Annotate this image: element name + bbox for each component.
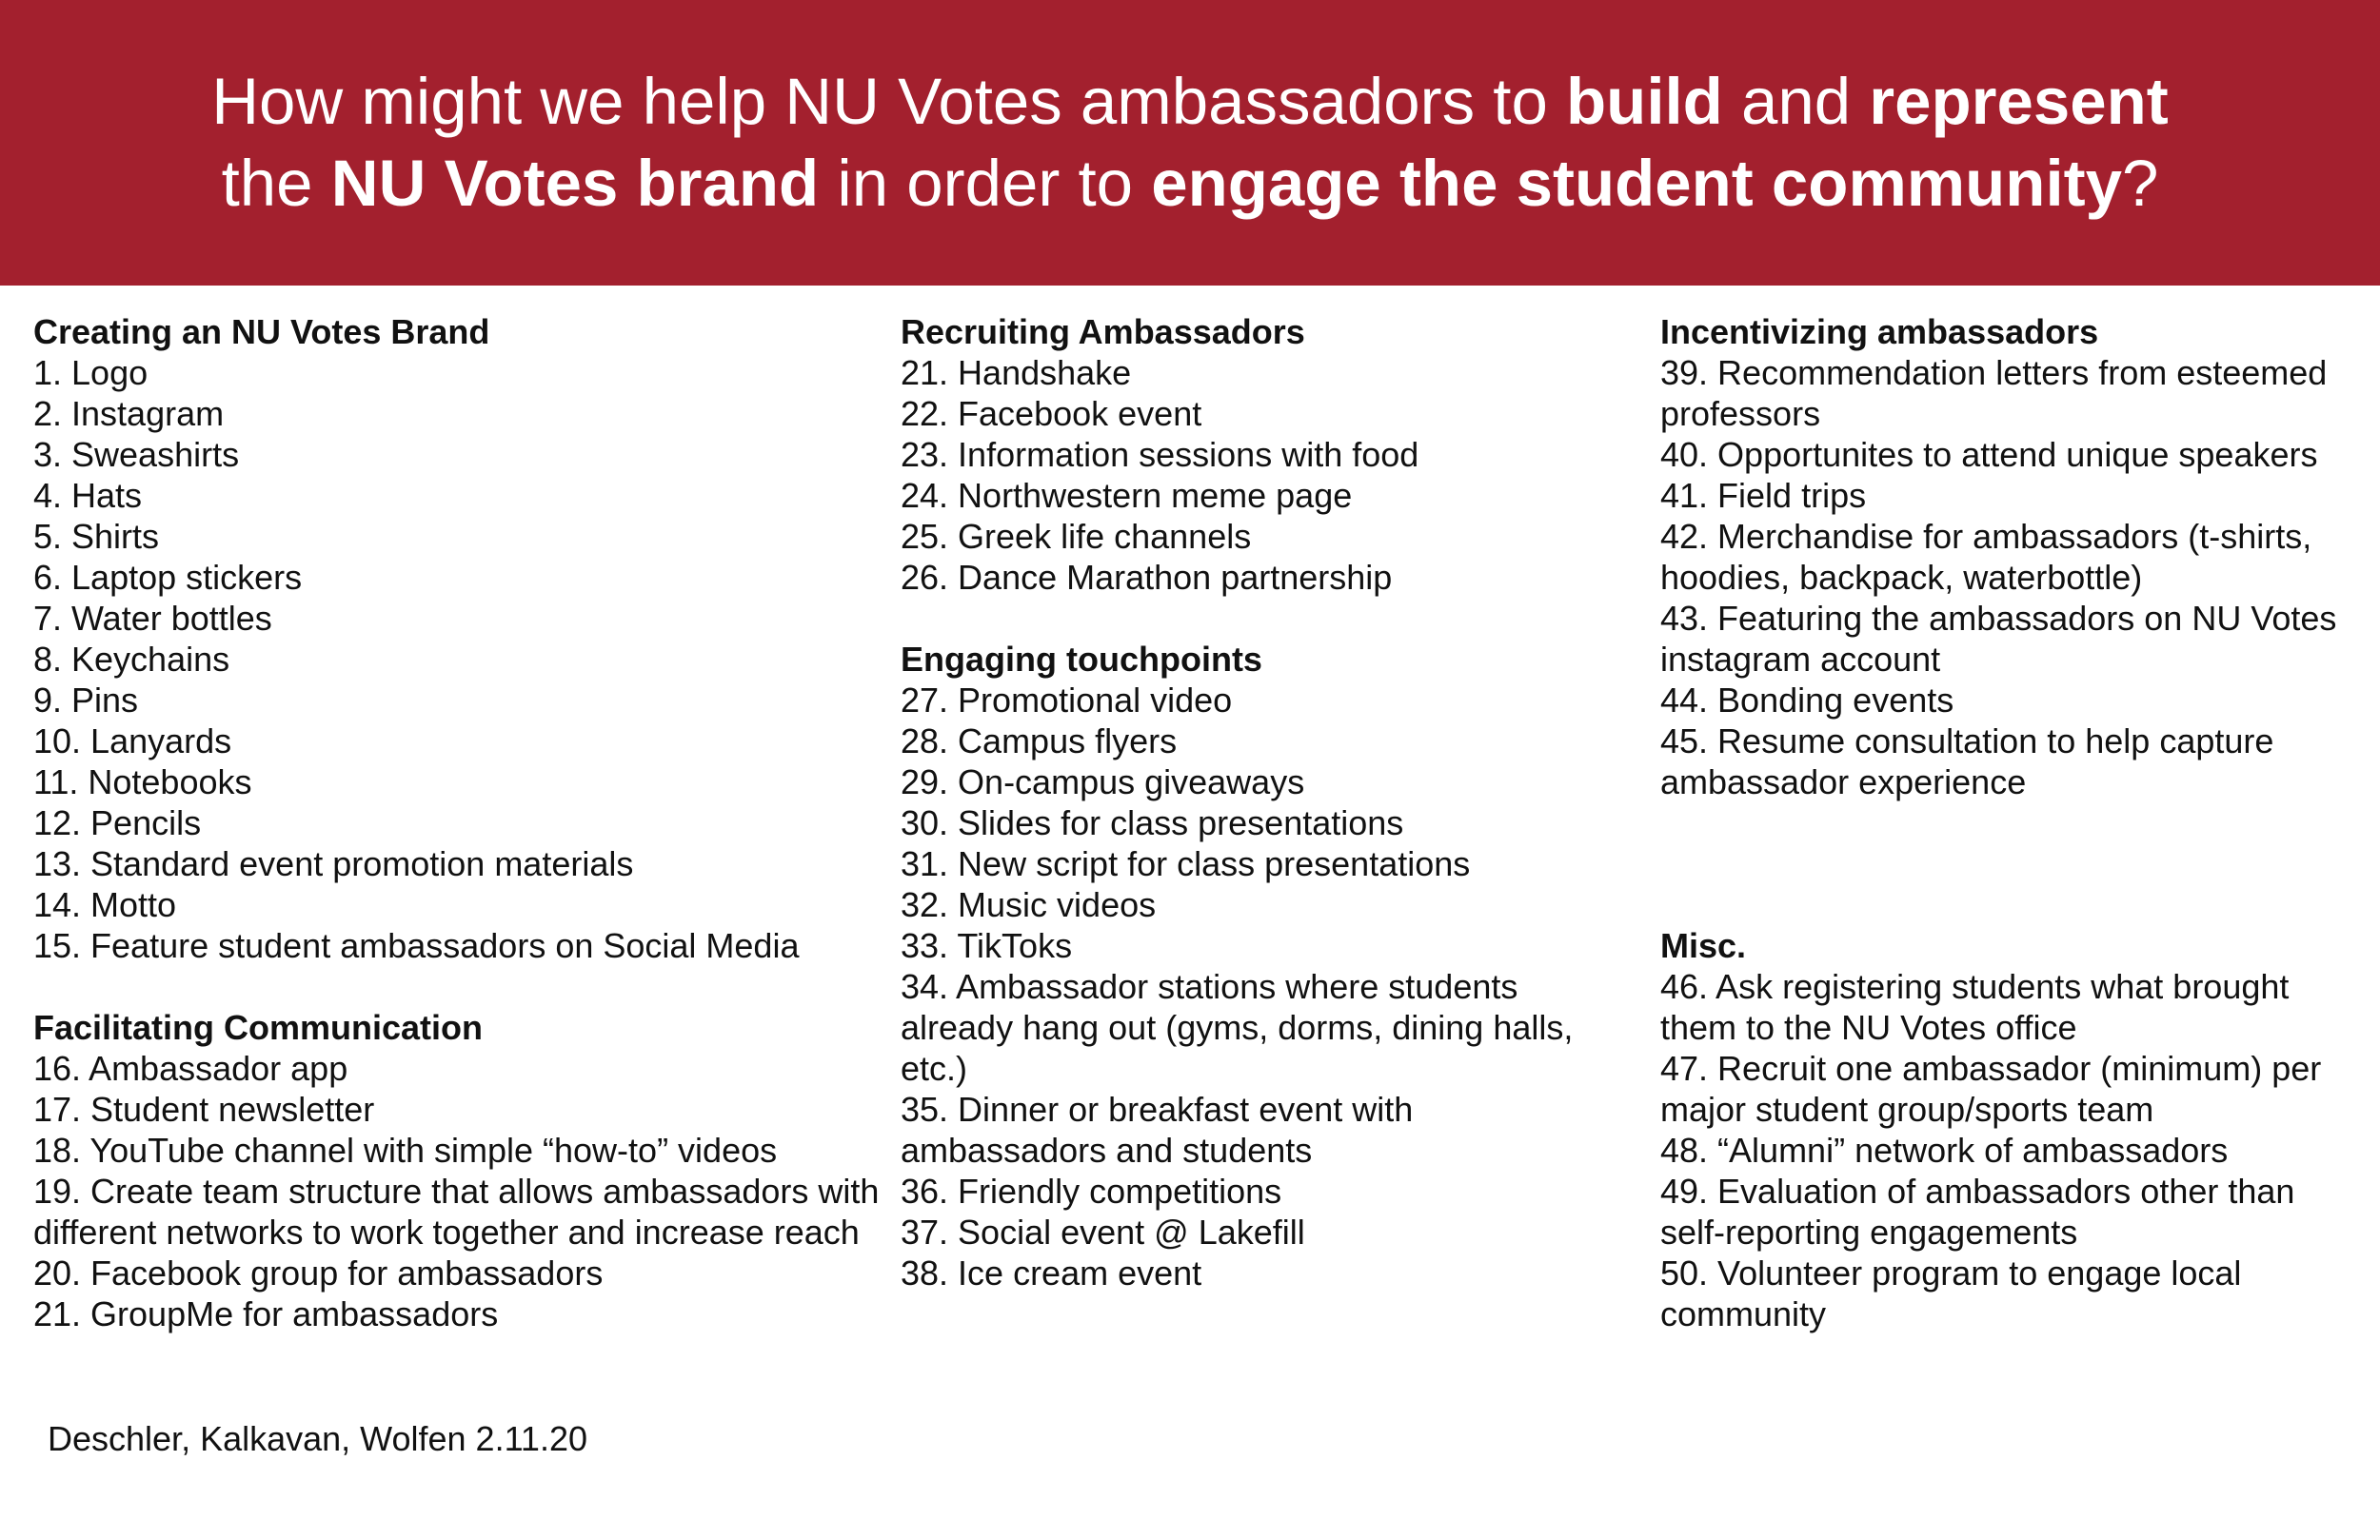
idea-item: 32. Music videos bbox=[901, 885, 1157, 924]
idea-item: 23. Information sessions with food bbox=[901, 435, 1419, 474]
idea-item: 34. Ambassador stations where students already hang out (gyms, dorms, dining halls, etc.) bbox=[901, 967, 1574, 1088]
idea-list bbox=[901, 680, 1624, 1293]
column-right bbox=[1660, 311, 2365, 1334]
idea-item: 43. Featuring the ambassadors on NU Votes instagram account bbox=[1660, 599, 2337, 679]
idea-item: 38. Ice cream event bbox=[901, 1254, 1202, 1293]
idea-item: 42. Merchandise for ambassadors (t-shirts, hoodies, backpack, waterbottle) bbox=[1660, 517, 2312, 597]
section-engaging-touchpoints bbox=[901, 639, 1624, 1293]
section-facilitating-communication bbox=[33, 1007, 890, 1334]
idea-item: 21. Handshake bbox=[901, 353, 1132, 392]
idea-item: 1. Logo bbox=[33, 353, 149, 392]
title-banner bbox=[0, 0, 2380, 286]
idea-item: 14. Motto bbox=[33, 885, 177, 924]
column-left bbox=[33, 311, 890, 1334]
title-emphasis: engage the student community bbox=[1151, 147, 2122, 220]
section-creating-brand bbox=[33, 311, 890, 966]
idea-item: 18. YouTube channel with simple “how-to” videos bbox=[33, 1131, 778, 1170]
idea-item: 4. Hats bbox=[33, 476, 143, 515]
title-text: in order to bbox=[819, 147, 1152, 220]
idea-item: 5. Shirts bbox=[33, 517, 160, 556]
section-heading: Recruiting Ambassadors bbox=[901, 312, 1305, 351]
idea-item: 26. Dance Marathon partnership bbox=[901, 558, 1393, 597]
title-emphasis: NU Votes brand bbox=[330, 147, 820, 220]
idea-item: 44. Bonding events bbox=[1660, 681, 1954, 720]
section-recruiting-ambassadors bbox=[901, 311, 1624, 598]
idea-item: 39. Recommendation letters from esteemed professors bbox=[1660, 353, 2328, 433]
idea-item: 19. Create team structure that allows ambassadors with different networks to work together and increase reach bbox=[33, 1172, 880, 1252]
title-text: How might we help NU Votes ambassadors to bbox=[211, 65, 1567, 138]
section-heading: Misc. bbox=[1660, 926, 1747, 965]
idea-item: 20. Facebook group for ambassadors bbox=[33, 1254, 604, 1293]
idea-item: 21. GroupMe for ambassadors bbox=[33, 1294, 499, 1333]
idea-item: 35. Dinner or breakfast event with ambassadors and students bbox=[901, 1090, 1414, 1170]
section-misc bbox=[1660, 925, 2365, 1334]
idea-item: 28. Campus flyers bbox=[901, 721, 1178, 760]
idea-item: 40. Opportunites to attend unique speakers bbox=[1660, 435, 2318, 474]
title-text: the bbox=[221, 147, 331, 220]
title-text: ? bbox=[2121, 147, 2159, 220]
section-heading: Engaging touchpoints bbox=[901, 640, 1262, 679]
title-text: and bbox=[1722, 65, 1870, 138]
idea-item: 24. Northwestern meme page bbox=[901, 476, 1353, 515]
idea-list bbox=[33, 1048, 890, 1334]
idea-item: 25. Greek life channels bbox=[901, 517, 1252, 556]
title-emphasis: represent bbox=[1869, 65, 2169, 138]
idea-item: 36. Friendly competitions bbox=[901, 1172, 1282, 1211]
idea-item: 15. Feature student ambassadors on Social Media bbox=[33, 926, 800, 965]
idea-item: 29. On-campus giveaways bbox=[901, 762, 1305, 801]
idea-item: 12. Pencils bbox=[33, 803, 202, 842]
idea-item: 2. Instagram bbox=[33, 394, 225, 433]
idea-list bbox=[33, 352, 890, 966]
section-incentivizing-ambassadors bbox=[1660, 311, 2365, 802]
idea-list bbox=[901, 352, 1624, 598]
idea-item: 22. Facebook event bbox=[901, 394, 1202, 433]
idea-item: 7. Water bottles bbox=[33, 599, 272, 638]
idea-item: 47. Recruit one ambassador (minimum) per major student group/sports team bbox=[1660, 1049, 2322, 1129]
page-title bbox=[48, 61, 2332, 225]
idea-item: 3. Sweashirts bbox=[33, 435, 240, 474]
idea-item: 46. Ask registering students what brought them to the NU Votes office bbox=[1660, 967, 2290, 1047]
idea-item: 13. Standard event promotion materials bbox=[33, 844, 634, 883]
idea-item: 10. Lanyards bbox=[33, 721, 232, 760]
title-emphasis: build bbox=[1566, 65, 1723, 138]
section-heading: Incentivizing ambassadors bbox=[1660, 312, 2099, 351]
idea-item: 48. “Alumni” network of ambassadors bbox=[1660, 1131, 2229, 1170]
idea-item: 45. Resume consultation to help capture ambassador experience bbox=[1660, 721, 2274, 801]
column-middle bbox=[901, 311, 1624, 1293]
idea-list bbox=[1660, 352, 2365, 802]
section-heading: Creating an NU Votes Brand bbox=[33, 312, 490, 351]
section-heading: Facilitating Communication bbox=[33, 1008, 484, 1047]
idea-item: 41. Field trips bbox=[1660, 476, 1867, 515]
idea-item: 49. Evaluation of ambassadors other than self-reporting engagements bbox=[1660, 1172, 2295, 1252]
idea-item: 31. New script for class presentations bbox=[901, 844, 1471, 883]
idea-item: 50. Volunteer program to engage local community bbox=[1660, 1254, 2242, 1333]
idea-item: 11. Notebooks bbox=[33, 762, 252, 801]
idea-item: 8. Keychains bbox=[33, 640, 230, 679]
idea-item: 30. Slides for class presentations bbox=[901, 803, 1404, 842]
idea-item: 6. Laptop stickers bbox=[33, 558, 303, 597]
idea-item: 17. Student newsletter bbox=[33, 1090, 375, 1129]
footer-credits: Deschler, Kalkavan, Wolfen 2.11.20 bbox=[48, 1419, 587, 1458]
idea-list bbox=[1660, 966, 2365, 1334]
idea-item: 33. TikToks bbox=[901, 926, 1073, 965]
idea-item: 37. Social event @ Lakefill bbox=[901, 1213, 1305, 1252]
idea-item: 16. Ambassador app bbox=[33, 1049, 348, 1088]
idea-item: 27. Promotional video bbox=[901, 681, 1233, 720]
idea-item: 9. Pins bbox=[33, 681, 139, 720]
